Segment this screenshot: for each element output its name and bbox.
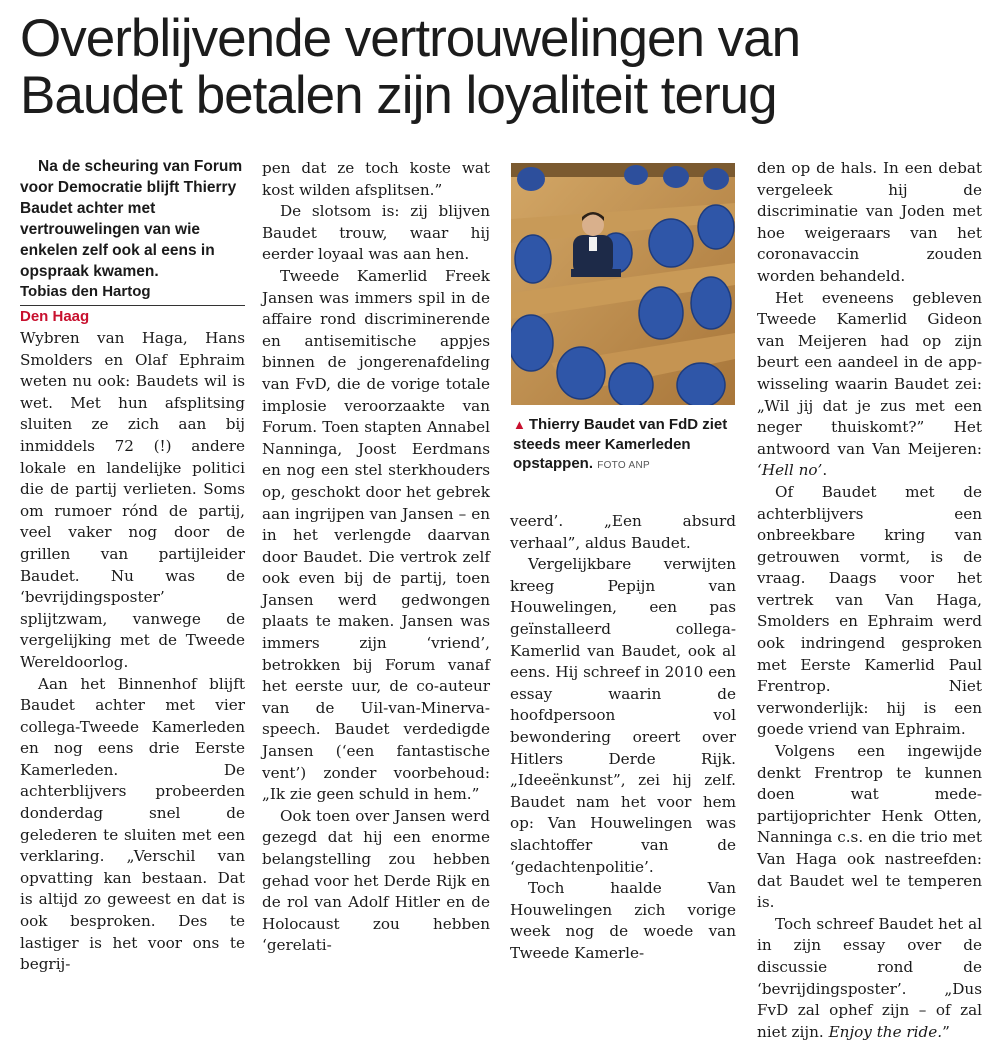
body-text: ” (942, 1022, 950, 1041)
body-text: Toch schreef Baudet het al in zijn essay over de discussie rond de ‘bevrijdingsposter’. „Dus FvD zal ophef zijn – of zal niet zijn. (757, 914, 982, 1041)
headline-line-2: Baudet betalen zijn loyaliteit terug (20, 66, 777, 125)
body-paragraph: Aan het Binnenhof blijft Baudet achter met vier collega-Tweede Kamerleden en nog eens drie Eerste Kamerleden. De achterblijvers probeerden donderdag snel de gelederen te sluiten met een verklaring. „Verschil van opvatting kan bestaan. Dat is altijd zo geweest en dat is ook besproken. Des te lastiger is het voor ons te begrij- (20, 674, 245, 974)
body-paragraph: De slotsom is: zij blijven Baudet trouw, waar hij eerder loyaal was aan hen. (262, 202, 490, 264)
author-byline: Tobias den Hartog (20, 282, 245, 306)
photo-caption (513, 415, 739, 476)
body-paragraph: Volgens een ingewijde denkt Frentrop te kunnen doen wat mede-partijoprichter Henk Otten, Nanninga c.s. en die trio met Van Haga ook nastreefden: dat Baudet wel te temperen is. (757, 742, 982, 912)
headline-line-1: Overblijvende vertrouwelingen van (20, 9, 801, 68)
body-text: Het eveneens gebleven Tweede Kamerlid Gideon van Meijeren had op zijn beurt een aandeel in de app-wisseling waarin Baudet zei: „Wil jij dat je zus met een neger thuiskomt?” Het antwoord van Van Meijeren: (757, 288, 982, 458)
caption-text: Thierry Baudet van FdD ziet steeds meer Kamerleden opstappen. (513, 416, 728, 472)
body-paragraph: Of Baudet met de achterblijvers een onbreekbare kring van getrouwen vormt, is de vraag. Daags voor het vertrek van Van Haga, Smolders en Ephraim werd ook indringend gesproken met Eerste Kamerlid Paul Frentrop. Niet verwonderlijk: hij is een goede vriend van Ephraim. (757, 482, 982, 739)
body-paragraph: Vergelijkbare verwijten kreeg Pepijn van Houwelingen, een pas geïnstalleerd collega-Kamerlid van Baudet, ook al eens. Hij schreef in 2010 een essay waarin de hoofdpersoon vol bewondering oreert over Hitlers Derde Rijk. „Ideeënkunst”, zei hij zelf. Baudet nam het voor hem op: Van Houwelingen was slachtoffer van de ‘gedachtenpolitie’. (510, 555, 736, 876)
body-paragraph (757, 288, 982, 482)
body-paragraph: pen dat ze toch koste wat kost wilden afsplitsen.” (262, 159, 490, 199)
news-photo (511, 163, 735, 405)
body-paragraph: Toch haalde Van Houwelingen zich vorige week nog de woede van Tweede Kamerle- (510, 879, 736, 962)
body-text: . (822, 461, 828, 480)
column-3 (510, 511, 736, 964)
body-paragraph (757, 914, 982, 1043)
column-4 (757, 158, 982, 1043)
headline (20, 10, 990, 124)
photo-credit: FOTO ANP (597, 460, 650, 471)
column-1 (20, 156, 245, 976)
body-paragraph: den op de hals. In een debat vergeleek hij de discriminatie van Joden met hoe weigeraars van het coronavaccin zouden worden behandeld. (757, 159, 982, 285)
body-paragraph: veerd’. „Een absurd verhaal”, aldus Baudet. (510, 512, 736, 552)
body-paragraph: Tweede Kamerlid Freek Jansen was immers spil in de affaire rond discriminerende en antisemitische appjes binnen de jongerenafdeling van FvD, die de vorige totale implosie veroorzaakte van Forum. Toen stapten Annabel Nanninga, Joost Eerdmans en nog een stel sterkhouders op, geschokt door het gebrek aan ingrijpen van Jansen – en in het verlengde daarvan door Baudet. Die vertrok zelf ook even bij de partij, toen Jansen werd gedwongen plaats te maken. Jansen was immers zijn ‘vriend’, betrokken bij Forum vanaf het eerste uur, de co-auteur van de Uil-van-Minerva-speech. Baudet verdedigde Jansen (‘een fantastische vent’) zonder voorbehoud: „Ik zie geen schuld in hem.” (262, 266, 490, 804)
quote-italic: ‘Hell no’ (757, 461, 823, 480)
lead-paragraph: Na de scheuring van Forum voor Democratie blijft Thierry Baudet achter met vertrouwelingen van wie enkelen zelf ook al eens in opspraak kwamen. (20, 158, 243, 280)
body-paragraph: Wybren van Haga, Hans Smolders en Olaf Ephraim weten nu ook: Baudets wil is wet. Met hun afsplitsing sluiten ze zich aan bij inmiddels 72 (!) andere lokale en landelijke politici die de partij verlieten. Soms om rumoer rónd de partij, veel vaker nog door de grillen van partijleider Baudet. Nu was de ‘bevrijdingsposter’ splijtzwam, vanwege de vergelijking met de Tweede Wereldoorlog. (20, 329, 245, 671)
column-2 (262, 158, 490, 957)
caption-triangle-icon: ▲ (513, 417, 526, 432)
quote-italic: Enjoy the ride. (828, 1022, 943, 1041)
dateline: Den Haag (20, 308, 90, 325)
body-paragraph: Ook toen over Jansen werd gezegd dat hij een enorme belangstelling zou hebben gehad voor het Derde Rijk en de rol van Adolf Hitler en de Holocaust zou hebben ‘gerelati- (262, 806, 490, 955)
